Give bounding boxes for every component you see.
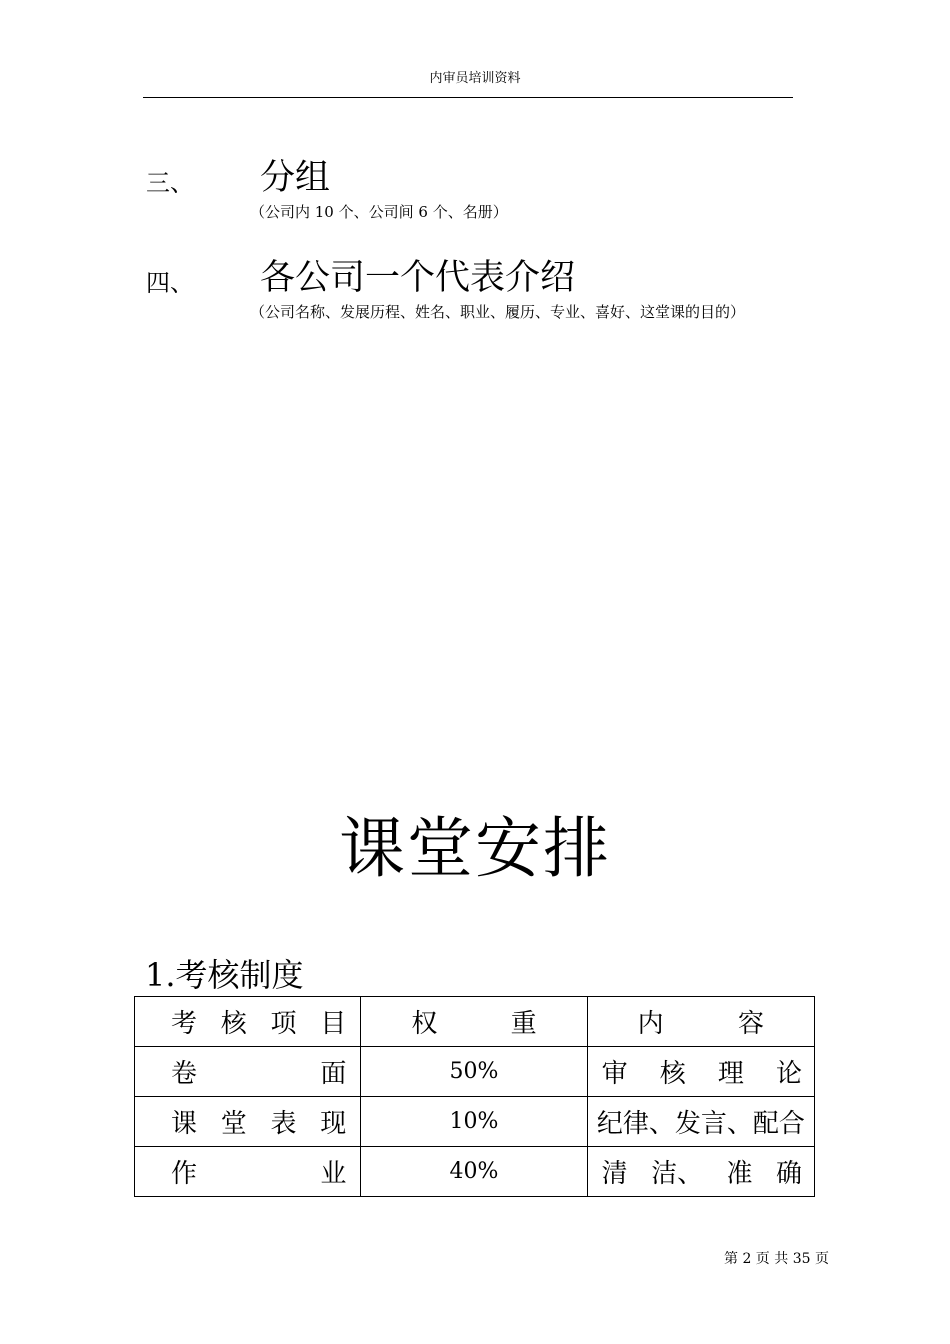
content-text: 纪律、发言、配合 — [596, 1109, 805, 1139]
header-cell-weight — [361, 997, 587, 1047]
content-cell — [587, 1147, 814, 1197]
weight-text: 40% — [449, 1159, 499, 1184]
course-heading: 课堂安排 — [339, 810, 611, 887]
table-row — [135, 1147, 815, 1197]
item-cell — [135, 1147, 361, 1197]
content-cell — [587, 1047, 814, 1097]
item-text: 课 堂 表 现 — [171, 1109, 347, 1139]
content-text: 清 洁、 准 确 — [601, 1159, 802, 1189]
table-row — [135, 1047, 815, 1097]
assessment-table — [134, 996, 815, 1197]
table-header-row — [135, 997, 815, 1047]
section-title-introductions: 各公司一个代表介绍 — [260, 258, 576, 298]
content-text: 审 核 理 论 — [601, 1059, 802, 1089]
header-weight-text: 权 重 — [411, 1009, 537, 1039]
weight-cell — [361, 1047, 587, 1097]
weight-cell — [361, 1147, 587, 1197]
assessment-subheading: 1.考核制度 — [145, 956, 304, 994]
item-text: 卷 面 — [171, 1059, 347, 1089]
section-note-grouping: （公司内 10 个、公司间 6 个、名册） — [250, 203, 508, 221]
header-cell-item — [135, 997, 361, 1047]
section-title-grouping: 分组 — [260, 158, 331, 198]
content-cell — [587, 1097, 814, 1147]
item-cell — [135, 1097, 361, 1147]
weight-text: 50% — [449, 1059, 499, 1084]
header-divider — [143, 97, 793, 98]
header-content-text: 内 容 — [637, 1009, 764, 1039]
section-number-4: 四、 — [146, 269, 194, 297]
item-text: 作 业 — [171, 1159, 347, 1189]
section-note-introductions: （公司名称、发展历程、姓名、职业、履历、专业、喜好、这堂课的目的） — [250, 303, 746, 321]
page-number: 第 2 页 共 35 页 — [724, 1251, 829, 1267]
weight-cell — [361, 1097, 587, 1147]
item-cell — [135, 1047, 361, 1097]
weight-text: 10% — [449, 1109, 499, 1134]
table-row — [135, 1097, 815, 1147]
page-header-title: 内审员培训资料 — [429, 71, 521, 86]
header-cell-content — [587, 997, 814, 1047]
section-number-3: 三、 — [146, 169, 194, 197]
header-item-text: 考 核 项 目 — [171, 1009, 347, 1039]
